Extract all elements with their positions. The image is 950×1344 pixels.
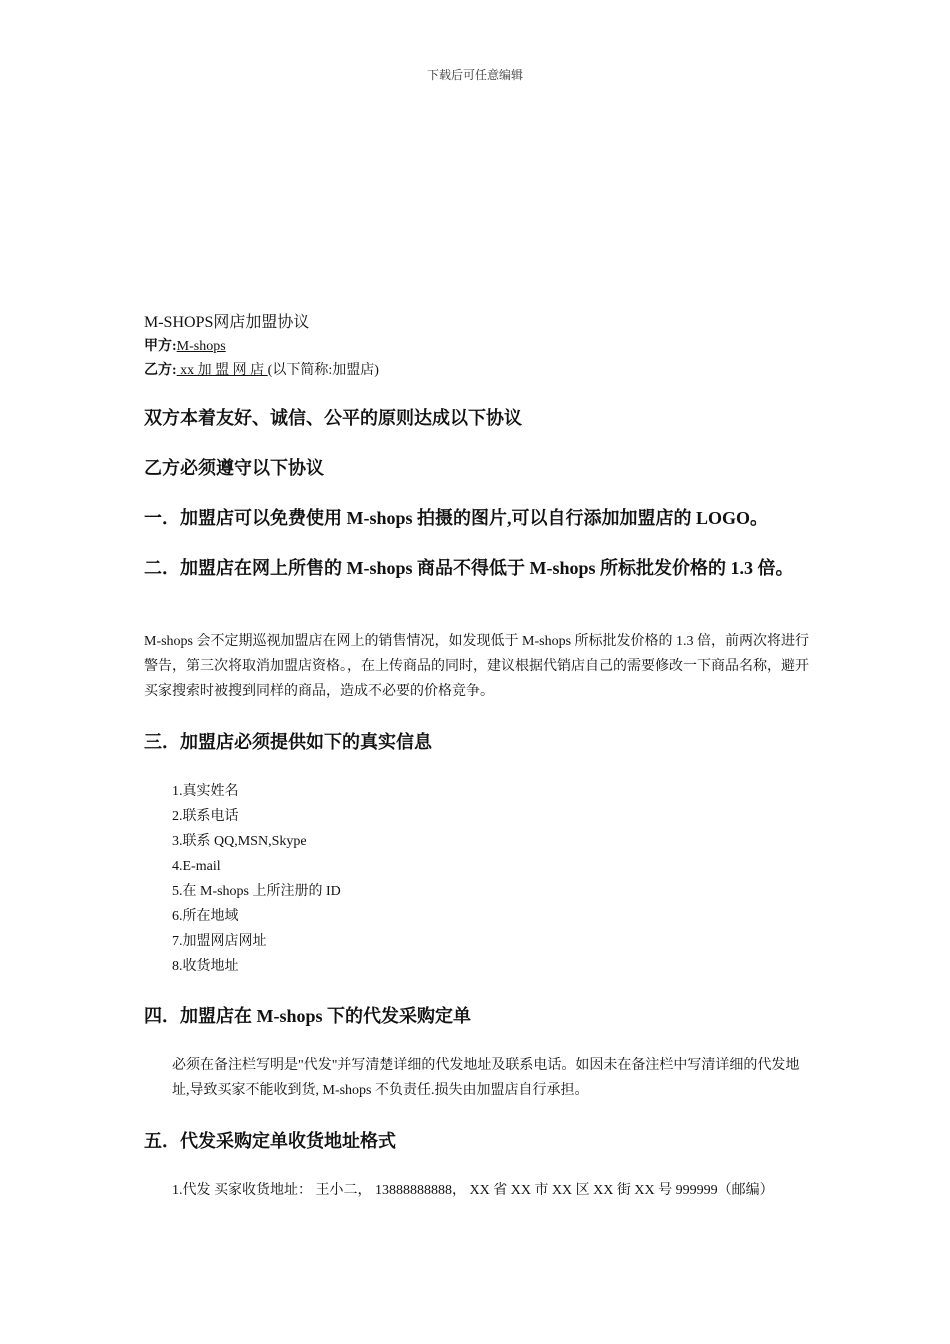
list-item: 3.联系 QQ,MSN,Skype bbox=[172, 834, 307, 849]
list-item: 2.联系电话 bbox=[172, 809, 239, 824]
party-b-note: (以下简称:加盟店) bbox=[267, 363, 379, 378]
list-item: 8.收货地址 bbox=[172, 959, 239, 974]
section-2-heading: 二．加盟店在网上所售的 M-shops 商品不得低于 M-shops 所标批发价格的 1.3 倍。 bbox=[144, 558, 794, 578]
section-4-body: 必须在备注栏写明是"代发"并写清楚详细的代发地址及联系电话。如因未在备注栏中写清详细的代发地址,导致买家不能收到货, M-shops 不负责任.损失由加盟店自行承担。 bbox=[172, 1058, 800, 1098]
list-item: 7.加盟网店网址 bbox=[172, 934, 267, 949]
intro-heading-2: 乙方必须遵守以下协议 bbox=[144, 458, 324, 478]
section-3-heading: 三．加盟店必须提供如下的真实信息 bbox=[144, 732, 432, 752]
party-b-value: xx 加 盟 网 店 bbox=[176, 363, 268, 378]
party-a-value: M-shops bbox=[176, 339, 226, 354]
party-a bbox=[144, 335, 226, 355]
list-item: 4.E-mail bbox=[172, 859, 221, 874]
list-item: 1.真实姓名 bbox=[172, 784, 239, 799]
list-item: 6.所在地域 bbox=[172, 909, 239, 924]
section-2-body: M-shops 会不定期巡视加盟店在网上的销售情况，如发现低于 M-shops 所标批发价格的 1.3 倍，前两次将进行警告，第三次将取消加盟店资格。，在上传商品的同时，建议根据代销店自己的需要修改一下商品名称，避开买家搜索时被搜到同样的商品，造成不必要的价格竞争。 bbox=[144, 634, 810, 699]
section-5-body: 1.代发 买家收货地址： 王小二， 13888888888， XX 省 XX 市 XX 区 XX 街 XX 号 999999（邮编） bbox=[172, 1183, 774, 1198]
party-b bbox=[144, 359, 379, 379]
party-a-label: 甲方: bbox=[144, 339, 177, 354]
section-4-heading: 四．加盟店在 M-shops 下的代发采购定单 bbox=[144, 1006, 472, 1026]
list-item: 5.在 M-shops 上所注册的 ID bbox=[172, 884, 341, 899]
page-header: 下载后可任意编辑 bbox=[426, 68, 523, 82]
document-title: M-SHOPS网店加盟协议 bbox=[144, 314, 310, 331]
required-info-list bbox=[172, 779, 341, 979]
intro-heading-1: 双方本着友好、诚信、公平的原则达成以下协议 bbox=[144, 408, 522, 428]
section-5-heading: 五．代发采购定单收货地址格式 bbox=[144, 1131, 396, 1151]
party-b-label: 乙方: bbox=[144, 363, 177, 378]
section-1-heading: 一．加盟店可以免费使用 M-shops 拍摄的图片,可以自行添加加盟店的 LOGO。 bbox=[144, 508, 769, 528]
